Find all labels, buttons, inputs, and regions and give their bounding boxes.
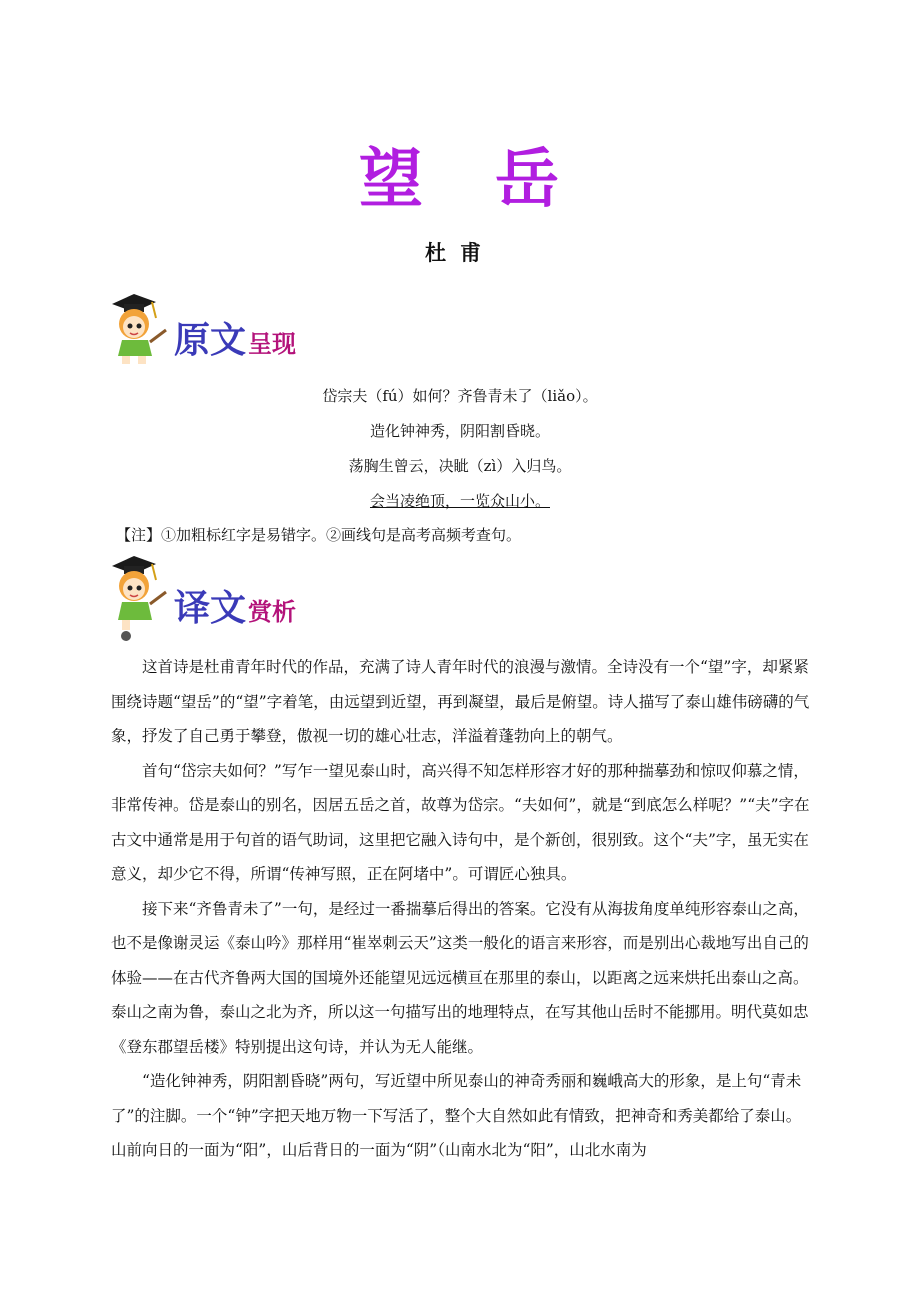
title-char-2: 岳 [495,143,561,217]
paragraph: 这首诗是杜甫青年时代的作品，充满了诗人青年时代的浪漫与激情。全诗没有一个“望”字，却紧紧围绕诗题“望岳”的“望”字着笔，由远望到近望，再到凝望，最后是俯望。诗人描写了泰山雄伟磅礴的气象，抒发了自己勇于攀登，傲视一切的雄心壮志，洋溢着蓬勃向上的朝气。 [111,658,810,745]
section-original-heading [174,312,296,363]
poem-line-underlined: 会当凌绝顶，一览众山小。 [369,492,550,510]
poem-note: 【注】①加粗标红字是易错字。②画线句是高考高频考查句。 [116,526,522,544]
title-char-1: 望 [359,143,425,217]
heading-sub-text: 赏析 [248,597,297,626]
heading-sub-text: 呈现 [248,329,297,358]
paragraph: 首句“岱宗夫如何？”写乍一望见泰山时，高兴得不知怎样形容才好的那种揣摹劲和惊叹仰慕之情，非常传神。岱是泰山的别名，因居五岳之首，故尊为岱宗。“夫如何”，就是“到底怎么样呢？”“夫”字在古文中通常是用于句首的语气助词，这里把它融入诗句中，是个新创，很别致。这个“夫”字，虽无实在意义，却少它不得，所谓“传神写照，正在阿堵中”。可谓匠心独具。 [111,761,810,883]
student-mascot-icon [108,552,170,642]
poem-line: 造化钟神秀，阴阳割昏晓。 [369,422,550,440]
student-mascot-icon [108,290,170,370]
poem-line: 岱宗夫（fú）如何？齐鲁青未了（liǎo）。 [322,387,598,405]
analysis-text [111,650,811,1168]
heading-main-text: 译文 [174,587,247,629]
section-original-text-header [108,290,408,378]
page-title [0,128,920,220]
section-translation-heading [174,580,296,631]
author-name: 杜甫 [425,241,495,265]
paragraph: “造化钟神秀，阴阳割昏晓”两句，写近望中所见泰山的神奇秀丽和巍峨高大的形象，是上句“青未了”的注脚。一个“钟”字把天地万物一下写活了，整个大自然如此有情致，把神奇和秀美都给了泰山。山前向日的一面为“阳”，山后背日的一面为“阴”（山南水北为“阳”，山北水南为 [111,1072,802,1159]
heading-main-text: 原文 [174,319,247,361]
poem-line: 荡胸生曾云，决眦（zì）入归鸟。 [348,457,572,475]
paragraph: 接下来“齐鲁青未了”一句，是经过一番揣摹后得出的答案。它没有从海拔角度单纯形容泰山之高，也不是像谢灵运《泰山吟》那样用“崔崒刺云天”这类一般化的语言来形容，而是别出心裁地写出自己的体验——在古代齐鲁两大国的国境外还能望见远远横亘在那里的泰山，以距离之远来烘托出泰山之高。泰山之南为鲁，泰山之北为齐，所以这一句描写出的地理特点，在写其他山岳时不能挪用。明代莫如忠《登东郡望岳楼》特别提出这句诗，并认为无人能继。 [111,899,809,1056]
section-translation-header [108,552,408,640]
